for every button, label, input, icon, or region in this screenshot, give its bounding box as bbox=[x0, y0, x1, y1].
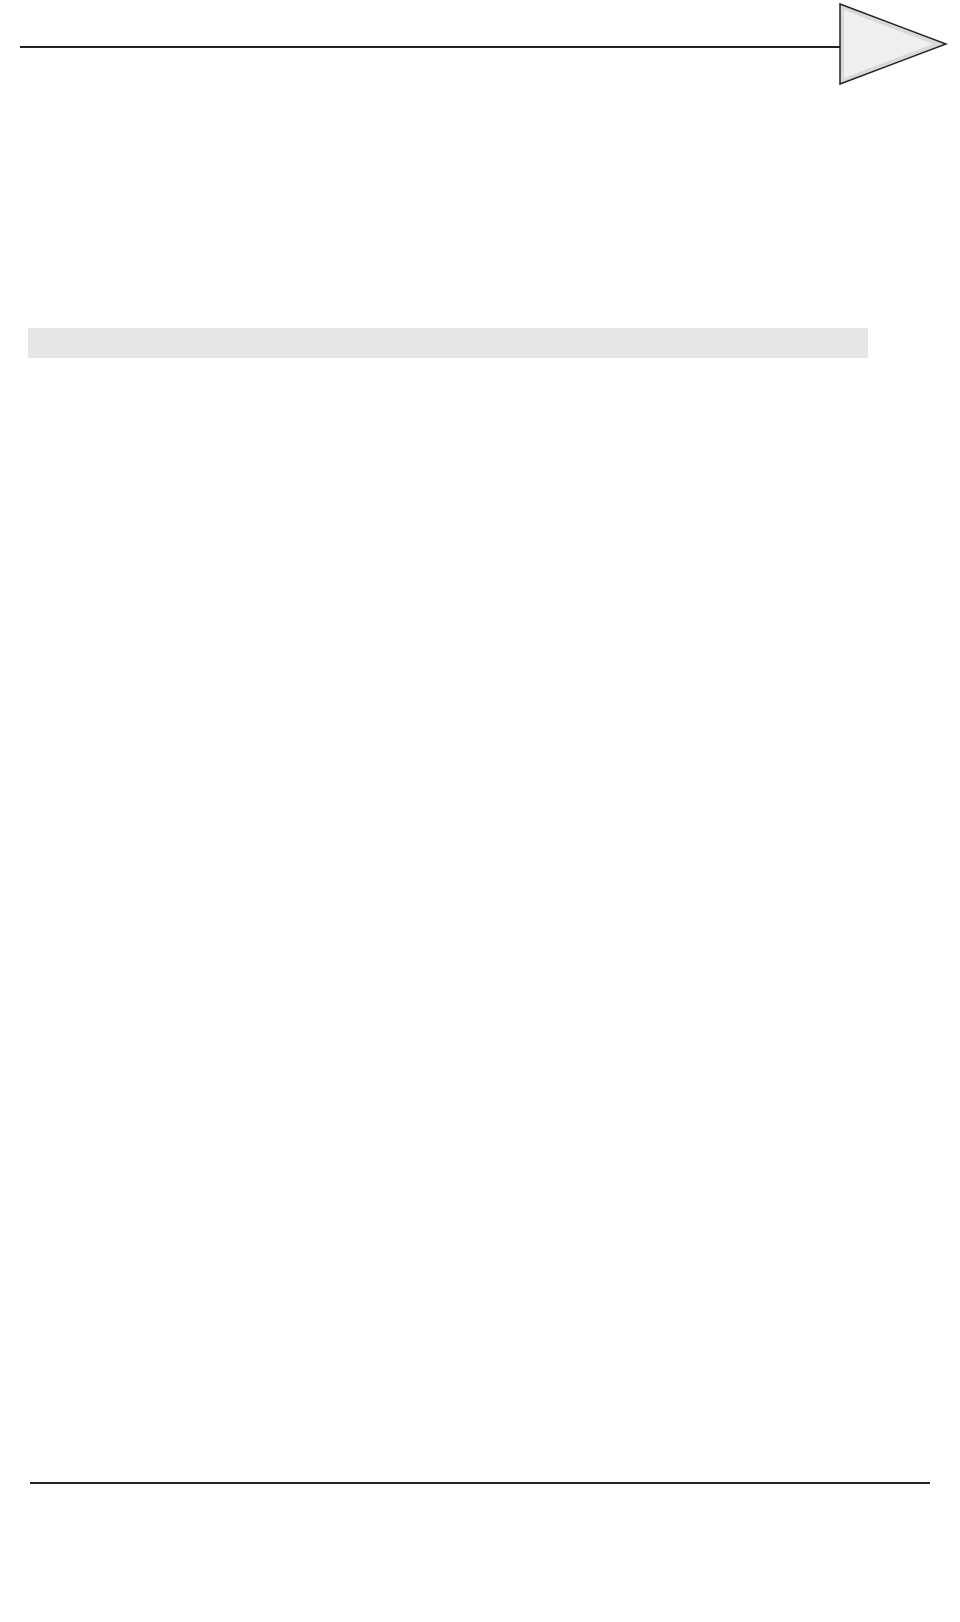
header-divider bbox=[20, 46, 930, 48]
footer-divider bbox=[30, 1482, 930, 1484]
section-heading-bar bbox=[28, 328, 868, 358]
page-badge-arrow bbox=[838, 2, 948, 87]
